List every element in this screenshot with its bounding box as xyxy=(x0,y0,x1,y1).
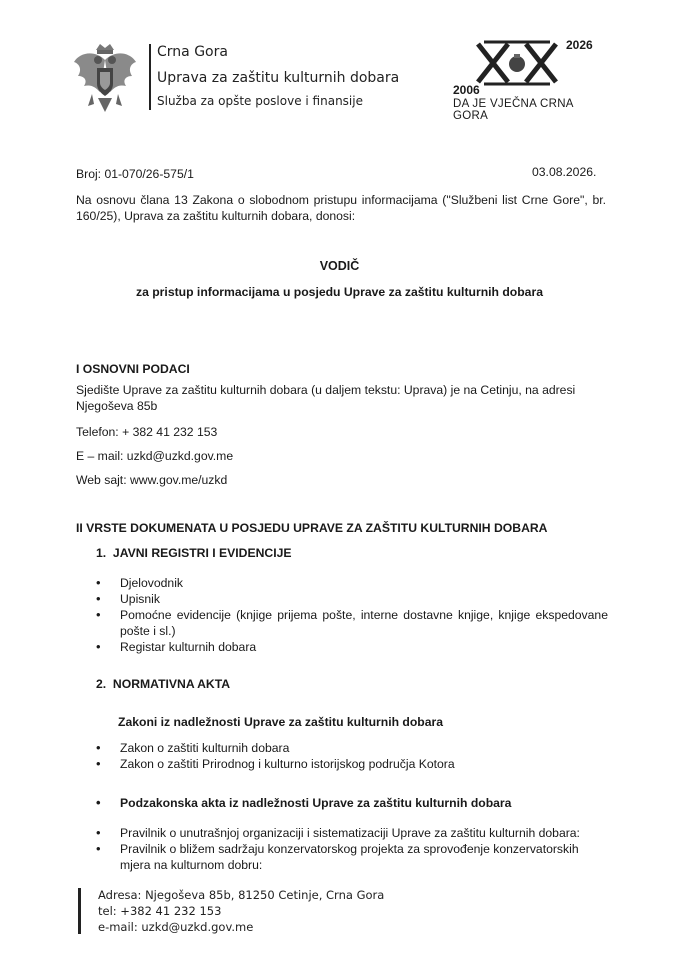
list-item: • Pravilnik o unutrašnjoj organizaciji i sistematizaciji Uprave za zaštitu kulturnih dobara: xyxy=(96,825,608,841)
list-item: • Upisnik xyxy=(96,591,608,607)
list-item: • Pravilnik o bližem sadržaju konzervatorskog projekta za sprovođenje konzervatorskih mjera na kulturnom dobru: xyxy=(96,841,608,873)
list-item: • Pomoćne evidencije (knjige prijema pošte, interne dostavne knjige, knjige ekspedovane pošte i sl.) xyxy=(96,607,608,639)
registers-list xyxy=(96,575,608,655)
laws-list xyxy=(96,740,608,772)
header-country: Crna Gora xyxy=(157,44,228,60)
list-item: • Zakon o zaštiti kulturnih dobara xyxy=(96,740,608,756)
coat-of-arms-icon xyxy=(70,40,140,118)
list-item: • Zakon o zaštiti Prirodnog i kulturno istorijskog područja Kotora xyxy=(96,756,608,772)
section-2-heading: II VRSTE DOKUMENATA U POSJEDU UPRAVE ZA ZAŠTITU KULTURNIH DOBARA xyxy=(76,521,548,535)
list-item: • Djelovodnik xyxy=(96,575,608,591)
bylaws-heading-list xyxy=(96,795,608,811)
header-divider xyxy=(149,44,151,110)
anniversary-logo xyxy=(426,38,606,122)
subsection-1-heading: 1. JAVNI REGISTRI I EVIDENCIJE xyxy=(96,546,292,560)
list-item: • Registar kulturnih dobara xyxy=(96,639,608,655)
section-1-email: E – mail: uzkd@uzkd.gov.me xyxy=(76,449,234,463)
section-1-heading: I OSNOVNI PODACI xyxy=(76,362,190,376)
footer-divider xyxy=(78,888,81,934)
footer-tel: tel: +382 41 232 153 xyxy=(98,904,222,918)
subsection-2-heading: 2. NORMATIVNA AKTA xyxy=(96,677,231,691)
footer-address: Adresa: Njegoševa 85b, 81250 Cetinje, Crna Gora xyxy=(98,888,385,902)
header-department: Služba za opšte poslove i finansije xyxy=(157,94,363,108)
document-subtitle: za pristup informacijama u posjedu Uprave za zaštitu kulturnih dobara xyxy=(135,285,543,299)
document-title: VODIČ xyxy=(319,259,360,273)
document-number: Broj: 01-070/26-575/1 xyxy=(76,167,194,181)
header-institution: Uprava za zaštitu kulturnih dobara xyxy=(157,70,400,86)
intro-paragraph: Na osnovu člana 13 Zakona o slobodnom pristupu informacijama ("Službeni list Crne Gore", br. 160/25), Uprava za zaštitu kulturnih dobara, donosi: xyxy=(76,193,606,223)
laws-heading: Zakoni iz nadležnosti Uprave za zaštitu kulturnih dobara xyxy=(118,715,444,729)
anniversary-motto: DA JE VJEČNA CRNA GORA xyxy=(453,98,574,122)
section-1-phone: Telefon: + 382 41 232 153 xyxy=(76,425,218,439)
section-1-address: Sjedište Uprave za zaštitu kulturnih dobara (u daljem tekstu: Uprava) je na Cetinju, na adresi Njegoševa 85b xyxy=(76,383,576,413)
anniversary-year-end: 2026 xyxy=(566,38,593,52)
document-date: 03.08.2026. xyxy=(532,165,597,179)
anniversary-year-start: 2006 xyxy=(453,83,480,97)
bylaws-list xyxy=(96,825,608,873)
bylaws-heading: • Podzakonska akta iz nadležnosti Uprave za zaštitu kulturnih dobara xyxy=(96,795,608,811)
footer-email: e-mail: uzkd@uzkd.gov.me xyxy=(98,920,254,934)
section-1-web: Web sajt: www.gov.me/uzkd xyxy=(76,473,228,487)
